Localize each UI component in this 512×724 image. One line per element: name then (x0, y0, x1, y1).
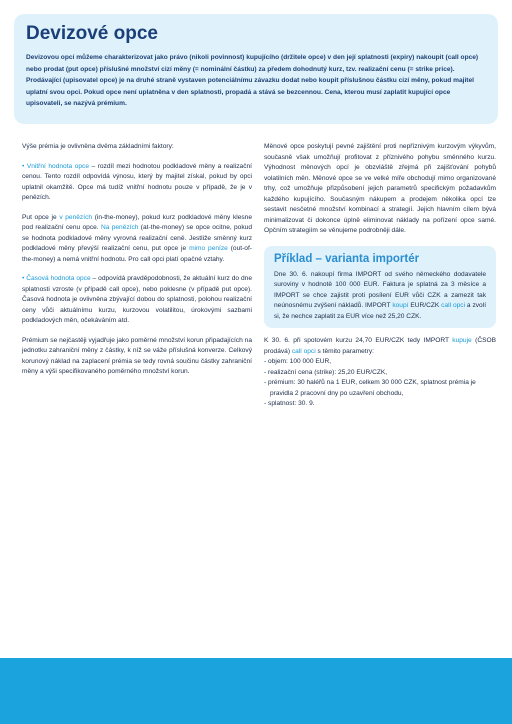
page-title: Devizové opce (26, 23, 158, 44)
text: Put opce je (22, 213, 60, 221)
term-call-option: call opci (441, 302, 466, 309)
parameters-intro (264, 336, 496, 357)
term-intrinsic-value: Vnitřní hodnota opce (26, 162, 90, 170)
text: (out-of-the-money) a nemá vnitřní hodnotu. Pro call opci platí opačné vztahy. (22, 245, 252, 263)
text: (ČSOB prodává) (264, 337, 497, 355)
intro-box (14, 14, 498, 124)
text: a zvolí si, že nechce zaplatit za EUR více než 25,20 CZK. (274, 302, 487, 320)
left-column (22, 142, 252, 387)
text: (at-the-money) se opce ocitne, pokud se hodnota podkladové měny vyrovná realizační ceně. Jestliže směnný kurz podkladové měny převýší realizační cenu, put opce je (22, 224, 252, 252)
example-box (264, 246, 496, 329)
factors-intro: Výše prémia je ovlivněna dvěma základními faktory: (22, 143, 174, 150)
list-item: - splatnost: 30. 9. (264, 400, 315, 407)
intrinsic-value-paragraph (22, 162, 252, 204)
footer-band (0, 658, 512, 724)
term-time-value: Časová hodnota opce (26, 275, 91, 282)
time-value-paragraph (22, 274, 252, 327)
right-column (264, 142, 496, 410)
parameters-list (264, 357, 496, 410)
time-value-text: – odpovídá pravděpodobnosti, že aktuální kurz do dne splatnosti vzroste (v případě call opce), nebo poklesne (v případě put opce). Časová hodnota je ovlivněna zbývající dobou do splatnosti, polohou realizační ceny vůči aktuálnímu kurzu, kurzovou volatilitou, úrokovými sazbami podkladových měn, očekáváním atd. (22, 275, 253, 324)
text: K 30. 6. při spotovém kurzu 24,70 EUR/CZK tedy IMPORT (264, 337, 453, 344)
term-buys: kupuje (452, 337, 472, 344)
list-item: - prémium: 30 haléřů na 1 EUR, celkem 30 000 CZK, splatnost prémia je pravidla 2 pracovní dny po uzavření obchodu, (264, 379, 476, 397)
term-in-the-money: v penězích (59, 213, 93, 221)
example-title: Příklad – varianta importér (274, 252, 420, 265)
bullet: • (22, 162, 27, 170)
term-buy: koupí (392, 302, 409, 309)
bullet: • (22, 275, 27, 282)
intrinsic-value-text: – rozdíl mezi hodnotou podkladové měny a realizační cenou. Tento rozdíl odpovídá výnosu, který by majitel získal, pokud by opci uplatnil okamžitě. Opce má tudíž vnitřní hodnotu pouze v případě, že je v penězích. (22, 162, 252, 201)
intro-paragraph: Devizovou opcí můžeme charakterizovat jako právo (nikoli povinnost) kupujícího (držitele opce) v den její splatnosti (expiry) nakoupit (call opce) nebo prodat (put opce) příslušné množství cizí měny (= nominální částku) za předem dohodnutý kurz, tzv. realizační cenu (= strike price). Prodávající (upisovatel opce) je na druhé straně vystaven potenciálnímu závazku dodat nebo koupit příslušnou částku cizí měny, pokud majitel uplatní svou opci. Pokud opce není uplatněna v den splatnosti, propadá a stává se bezcennou. Cena, kterou musí zaplatit kupující opce upisovateli, se nazývá prémium. (26, 54, 479, 108)
premium-paragraph: Prémium se nejčastěji vyjadřuje jako poměrné množství korun připadajících na jednotku zahraniční měny z částky, k níž se váže příslušná konverze. Celkový korunový náklad na zaplacení prémia se tedy rovná součinu částky zahraniční měny a výši specifikovaného poměrného množství korun. (22, 336, 252, 375)
term-out-of-the-money: mimo peníze (189, 245, 228, 252)
term-at-the-money: Na penězích (100, 224, 139, 231)
example-text (274, 270, 486, 323)
list-item: - realizační cena (strike): 25,20 EUR/CZK, (264, 368, 388, 376)
term-call-option: call opci (291, 347, 316, 355)
text: (in-the-money), pokud kurz podkladové měny klesne pod realizační cenu opce. (22, 213, 253, 231)
text: EUR/CZK (408, 302, 442, 309)
list-item: - objem: 100 000 EUR, (264, 358, 332, 365)
text: s těmito parametry: (315, 347, 374, 355)
text: Dne 30. 6. nakoupí firma IMPORT od svého německého dodavatele suroviny v hodnotě 100 000 EUR. Faktura je splatná za 3 měsíce a IMPORT se chce zajistit proti posílení EUR vůči CZK a zamezit tak neúnosnému zvýšení nákladů. IMPORT (274, 270, 486, 309)
moneyness-paragraph (22, 213, 252, 266)
currency-options-paragraph: Měnové opce poskytují pevné zajištění proti nepříznivým kurzovým výkyvům, současně však umožňují profitovat z příznivého pohybu směnného kurzu. Výhodnost měnových opcí je obzvláště zřejmá při zajišťování pohybů volatilních měn. Měnové opce se ve velké míře obchodují mimo organizované trhy, což umožňuje přizpůsobení jejich parametrů specifickým požadavkům každého kupujícího. Současným nákupem a prodejem několika opcí lze sestavit nesčetné množství kombinací a strategií. Jejich hlavním cílem bývá minimalizovat či dokonce úplně eliminovat náklady na pořízení opce samé. Opčním strategiím se věnujeme podrobněji dále. (264, 143, 496, 234)
